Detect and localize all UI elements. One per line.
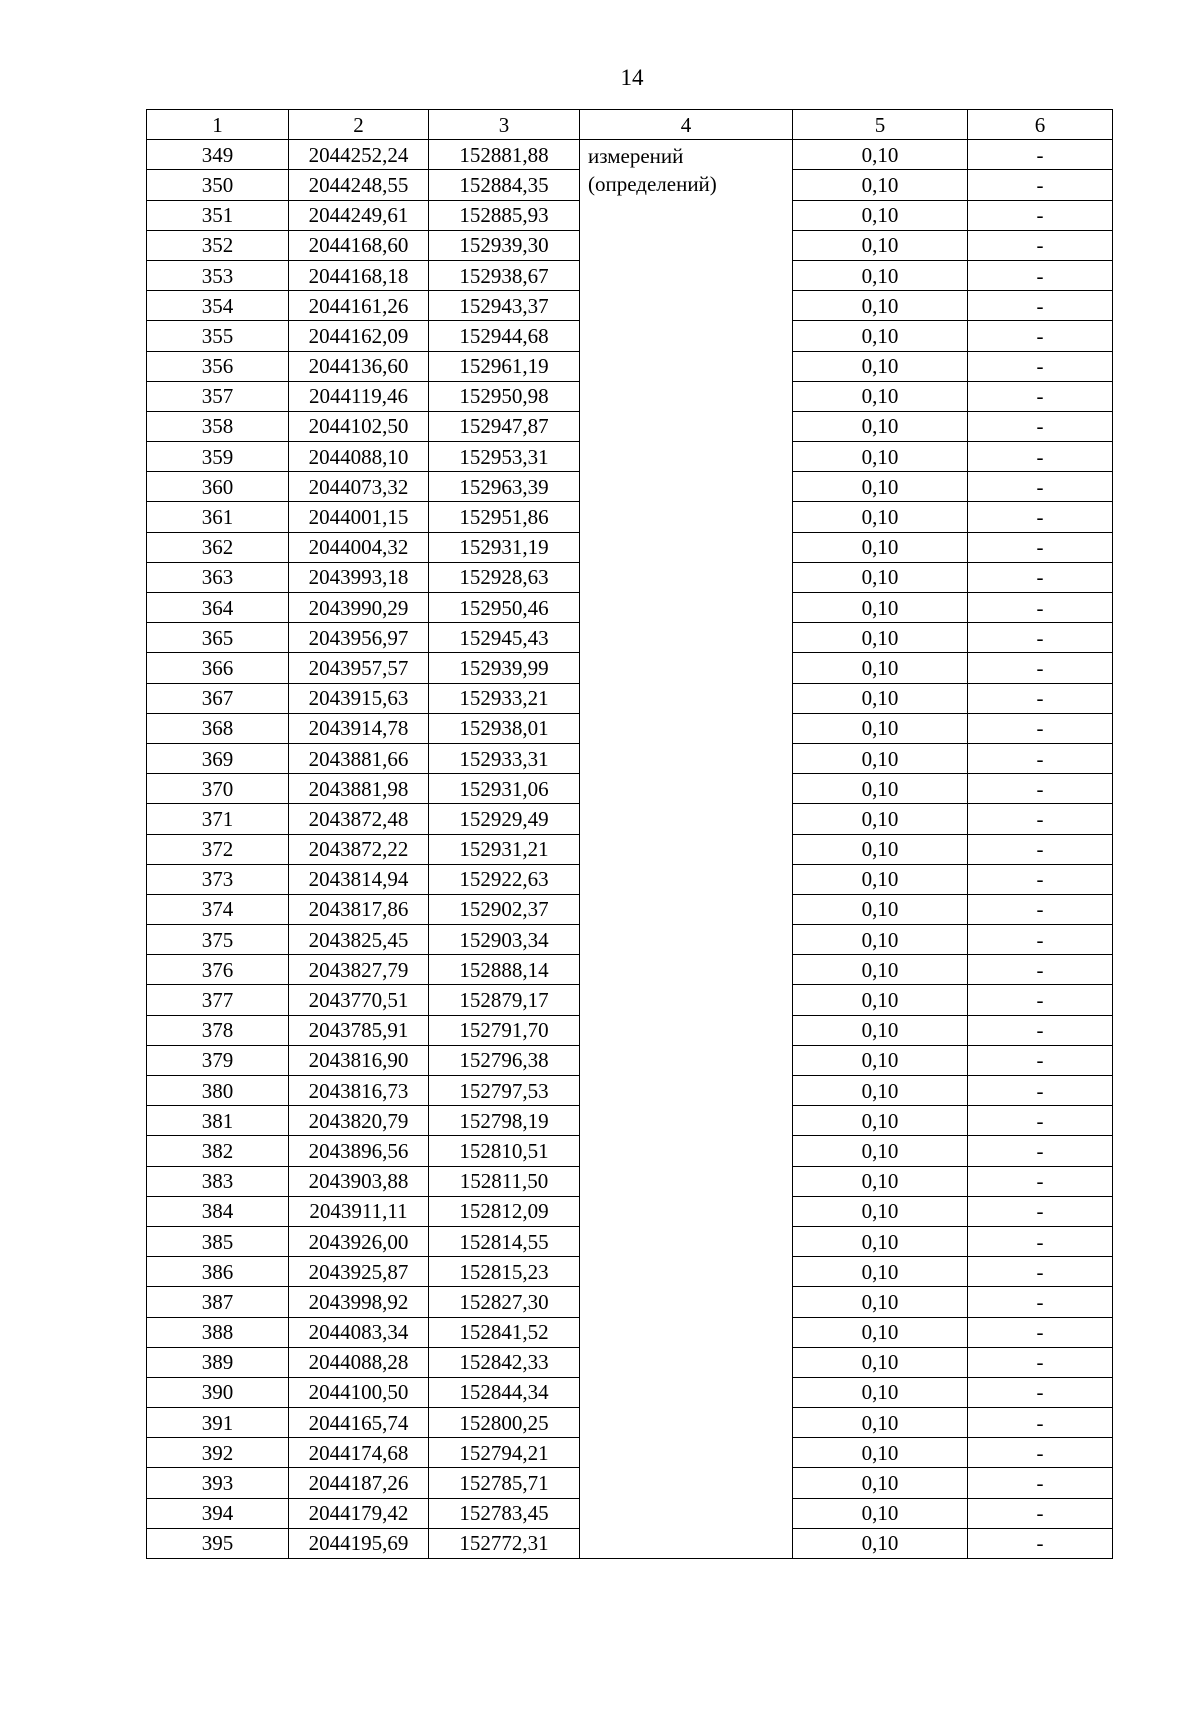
x-coordinate-cell: 2043881,98 <box>289 774 429 804</box>
table-body <box>147 140 1113 1559</box>
y-coordinate-cell: 152796,38 <box>429 1045 580 1075</box>
point-number-cell: 366 <box>147 653 289 683</box>
x-coordinate-cell: 2044168,18 <box>289 260 429 290</box>
note-cell: - <box>968 593 1113 623</box>
note-cell: - <box>968 985 1113 1015</box>
y-coordinate-cell: 152885,93 <box>429 200 580 230</box>
accuracy-cell: 0,10 <box>793 321 968 351</box>
y-coordinate-cell: 152963,39 <box>429 472 580 502</box>
x-coordinate-cell: 2044168,60 <box>289 230 429 260</box>
note-cell: - <box>968 683 1113 713</box>
accuracy-cell: 0,10 <box>793 1528 968 1558</box>
y-coordinate-cell: 152945,43 <box>429 623 580 653</box>
point-number-cell: 355 <box>147 321 289 351</box>
point-number-cell: 383 <box>147 1166 289 1196</box>
point-number-cell: 374 <box>147 894 289 924</box>
y-coordinate-cell: 152888,14 <box>429 955 580 985</box>
point-number-cell: 356 <box>147 351 289 381</box>
x-coordinate-cell: 2043956,97 <box>289 623 429 653</box>
note-cell: - <box>968 170 1113 200</box>
x-coordinate-cell: 2043903,88 <box>289 1166 429 1196</box>
accuracy-cell: 0,10 <box>793 1468 968 1498</box>
accuracy-cell: 0,10 <box>793 864 968 894</box>
x-coordinate-cell: 2043915,63 <box>289 683 429 713</box>
accuracy-cell: 0,10 <box>793 834 968 864</box>
note-cell: - <box>968 1076 1113 1106</box>
column-header: 4 <box>580 110 793 140</box>
note-cell: - <box>968 743 1113 773</box>
note-cell: - <box>968 291 1113 321</box>
point-number-cell: 357 <box>147 381 289 411</box>
note-cell: - <box>968 1106 1113 1136</box>
accuracy-cell: 0,10 <box>793 1076 968 1106</box>
point-number-cell: 392 <box>147 1438 289 1468</box>
accuracy-cell: 0,10 <box>793 1015 968 1045</box>
y-coordinate-cell: 152938,67 <box>429 260 580 290</box>
x-coordinate-cell: 2044187,26 <box>289 1468 429 1498</box>
note-cell: - <box>968 623 1113 653</box>
note-cell: - <box>968 804 1113 834</box>
y-coordinate-cell: 152933,21 <box>429 683 580 713</box>
y-coordinate-cell: 152827,30 <box>429 1287 580 1317</box>
accuracy-cell: 0,10 <box>793 291 968 321</box>
x-coordinate-cell: 2044088,10 <box>289 442 429 472</box>
y-coordinate-cell: 152944,68 <box>429 321 580 351</box>
y-coordinate-cell: 152841,52 <box>429 1317 580 1347</box>
accuracy-cell: 0,10 <box>793 200 968 230</box>
y-coordinate-cell: 152929,49 <box>429 804 580 834</box>
point-number-cell: 363 <box>147 562 289 592</box>
accuracy-cell: 0,10 <box>793 1226 968 1256</box>
y-coordinate-cell: 152811,50 <box>429 1166 580 1196</box>
point-number-cell: 391 <box>147 1408 289 1438</box>
y-coordinate-cell: 152814,55 <box>429 1226 580 1256</box>
accuracy-cell: 0,10 <box>793 925 968 955</box>
table-row <box>147 140 1113 170</box>
x-coordinate-cell: 2044179,42 <box>289 1498 429 1528</box>
x-coordinate-cell: 2044136,60 <box>289 351 429 381</box>
x-coordinate-cell: 2044161,26 <box>289 291 429 321</box>
x-coordinate-cell: 2044249,61 <box>289 200 429 230</box>
x-coordinate-cell: 2044162,09 <box>289 321 429 351</box>
accuracy-cell: 0,10 <box>793 1196 968 1226</box>
note-cell: - <box>968 472 1113 502</box>
y-coordinate-cell: 152785,71 <box>429 1468 580 1498</box>
y-coordinate-cell: 152939,30 <box>429 230 580 260</box>
point-number-cell: 387 <box>147 1287 289 1317</box>
point-number-cell: 361 <box>147 502 289 532</box>
point-number-cell: 349 <box>147 140 289 170</box>
y-coordinate-cell: 152951,86 <box>429 502 580 532</box>
y-coordinate-cell: 152812,09 <box>429 1196 580 1226</box>
column-header: 6 <box>968 110 1113 140</box>
point-number-cell: 375 <box>147 925 289 955</box>
note-cell: - <box>968 1045 1113 1075</box>
x-coordinate-cell: 2043817,86 <box>289 894 429 924</box>
x-coordinate-cell: 2043816,73 <box>289 1076 429 1106</box>
accuracy-cell: 0,10 <box>793 260 968 290</box>
accuracy-cell: 0,10 <box>793 562 968 592</box>
y-coordinate-cell: 152933,31 <box>429 743 580 773</box>
x-coordinate-cell: 2044088,28 <box>289 1347 429 1377</box>
note-cell: - <box>968 1257 1113 1287</box>
point-number-cell: 395 <box>147 1528 289 1558</box>
accuracy-cell: 0,10 <box>793 140 968 170</box>
point-number-cell: 379 <box>147 1045 289 1075</box>
note-cell: - <box>968 774 1113 804</box>
point-number-cell: 385 <box>147 1226 289 1256</box>
note-cell: - <box>968 834 1113 864</box>
point-number-cell: 389 <box>147 1347 289 1377</box>
x-coordinate-cell: 2044165,74 <box>289 1408 429 1438</box>
column-header: 3 <box>429 110 580 140</box>
note-cell: - <box>968 351 1113 381</box>
accuracy-cell: 0,10 <box>793 502 968 532</box>
point-number-cell: 351 <box>147 200 289 230</box>
y-coordinate-cell: 152953,31 <box>429 442 580 472</box>
y-coordinate-cell: 152844,34 <box>429 1377 580 1407</box>
note-cell: - <box>968 140 1113 170</box>
method-description-cell <box>580 140 793 1559</box>
note-cell: - <box>968 1408 1113 1438</box>
point-number-cell: 350 <box>147 170 289 200</box>
x-coordinate-cell: 2044073,32 <box>289 472 429 502</box>
y-coordinate-cell: 152931,21 <box>429 834 580 864</box>
accuracy-cell: 0,10 <box>793 623 968 653</box>
accuracy-cell: 0,10 <box>793 230 968 260</box>
note-cell: - <box>968 200 1113 230</box>
point-number-cell: 382 <box>147 1136 289 1166</box>
y-coordinate-cell: 152928,63 <box>429 562 580 592</box>
point-number-cell: 367 <box>147 683 289 713</box>
x-coordinate-cell: 2044174,68 <box>289 1438 429 1468</box>
note-cell: - <box>968 1136 1113 1166</box>
table-header-row <box>147 110 1113 140</box>
x-coordinate-cell: 2043872,48 <box>289 804 429 834</box>
x-coordinate-cell: 2043957,57 <box>289 653 429 683</box>
x-coordinate-cell: 2043881,66 <box>289 743 429 773</box>
x-coordinate-cell: 2043872,22 <box>289 834 429 864</box>
accuracy-cell: 0,10 <box>793 653 968 683</box>
method-description-line: (определений) <box>588 172 717 197</box>
note-cell: - <box>968 321 1113 351</box>
x-coordinate-cell: 2043911,11 <box>289 1196 429 1226</box>
note-cell: - <box>968 1317 1113 1347</box>
accuracy-cell: 0,10 <box>793 532 968 562</box>
point-number-cell: 388 <box>147 1317 289 1347</box>
point-number-cell: 376 <box>147 955 289 985</box>
note-cell: - <box>968 562 1113 592</box>
point-number-cell: 364 <box>147 593 289 623</box>
x-coordinate-cell: 2043914,78 <box>289 713 429 743</box>
note-cell: - <box>968 1498 1113 1528</box>
accuracy-cell: 0,10 <box>793 1257 968 1287</box>
y-coordinate-cell: 152772,31 <box>429 1528 580 1558</box>
accuracy-cell: 0,10 <box>793 1287 968 1317</box>
y-coordinate-cell: 152939,99 <box>429 653 580 683</box>
accuracy-cell: 0,10 <box>793 593 968 623</box>
x-coordinate-cell: 2044252,24 <box>289 140 429 170</box>
note-cell: - <box>968 1287 1113 1317</box>
x-coordinate-cell: 2043896,56 <box>289 1136 429 1166</box>
accuracy-cell: 0,10 <box>793 472 968 502</box>
x-coordinate-cell: 2044119,46 <box>289 381 429 411</box>
accuracy-cell: 0,10 <box>793 1045 968 1075</box>
accuracy-cell: 0,10 <box>793 1166 968 1196</box>
y-coordinate-cell: 152794,21 <box>429 1438 580 1468</box>
y-coordinate-cell: 152798,19 <box>429 1106 580 1136</box>
point-number-cell: 390 <box>147 1377 289 1407</box>
point-number-cell: 358 <box>147 411 289 441</box>
y-coordinate-cell: 152943,37 <box>429 291 580 321</box>
y-coordinate-cell: 152961,19 <box>429 351 580 381</box>
x-coordinate-cell: 2044083,34 <box>289 1317 429 1347</box>
y-coordinate-cell: 152950,98 <box>429 381 580 411</box>
x-coordinate-cell: 2044100,50 <box>289 1377 429 1407</box>
x-coordinate-cell: 2043785,91 <box>289 1015 429 1045</box>
y-coordinate-cell: 152797,53 <box>429 1076 580 1106</box>
page-number: 14 <box>620 65 644 90</box>
note-cell: - <box>968 230 1113 260</box>
accuracy-cell: 0,10 <box>793 170 968 200</box>
x-coordinate-cell: 2043825,45 <box>289 925 429 955</box>
point-number-cell: 380 <box>147 1076 289 1106</box>
column-header: 1 <box>147 110 289 140</box>
note-cell: - <box>968 1347 1113 1377</box>
y-coordinate-cell: 152881,88 <box>429 140 580 170</box>
point-number-cell: 368 <box>147 713 289 743</box>
y-coordinate-cell: 152903,34 <box>429 925 580 955</box>
y-coordinate-cell: 152783,45 <box>429 1498 580 1528</box>
point-number-cell: 362 <box>147 532 289 562</box>
accuracy-cell: 0,10 <box>793 1106 968 1136</box>
accuracy-cell: 0,10 <box>793 774 968 804</box>
note-cell: - <box>968 955 1113 985</box>
y-coordinate-cell: 152902,37 <box>429 894 580 924</box>
note-cell: - <box>968 260 1113 290</box>
point-number-cell: 384 <box>147 1196 289 1226</box>
note-cell: - <box>968 894 1113 924</box>
note-cell: - <box>968 864 1113 894</box>
point-number-cell: 371 <box>147 804 289 834</box>
point-number-cell: 360 <box>147 472 289 502</box>
point-number-cell: 386 <box>147 1257 289 1287</box>
accuracy-cell: 0,10 <box>793 1408 968 1438</box>
y-coordinate-cell: 152922,63 <box>429 864 580 894</box>
note-cell: - <box>968 442 1113 472</box>
accuracy-cell: 0,10 <box>793 743 968 773</box>
accuracy-cell: 0,10 <box>793 1438 968 1468</box>
accuracy-cell: 0,10 <box>793 713 968 743</box>
x-coordinate-cell: 2044248,55 <box>289 170 429 200</box>
x-coordinate-cell: 2043998,92 <box>289 1287 429 1317</box>
point-number-cell: 377 <box>147 985 289 1015</box>
note-cell: - <box>968 1226 1113 1256</box>
accuracy-cell: 0,10 <box>793 894 968 924</box>
x-coordinate-cell: 2043814,94 <box>289 864 429 894</box>
note-cell: - <box>968 532 1113 562</box>
x-coordinate-cell: 2043820,79 <box>289 1106 429 1136</box>
accuracy-cell: 0,10 <box>793 381 968 411</box>
method-description-line: измерений <box>588 144 684 169</box>
x-coordinate-cell: 2044004,32 <box>289 532 429 562</box>
point-number-cell: 393 <box>147 1468 289 1498</box>
note-cell: - <box>968 653 1113 683</box>
note-cell: - <box>968 925 1113 955</box>
accuracy-cell: 0,10 <box>793 804 968 834</box>
note-cell: - <box>968 1528 1113 1558</box>
point-number-cell: 394 <box>147 1498 289 1528</box>
accuracy-cell: 0,10 <box>793 411 968 441</box>
point-number-cell: 381 <box>147 1106 289 1136</box>
accuracy-cell: 0,10 <box>793 442 968 472</box>
accuracy-cell: 0,10 <box>793 1347 968 1377</box>
point-number-cell: 370 <box>147 774 289 804</box>
y-coordinate-cell: 152815,23 <box>429 1257 580 1287</box>
accuracy-cell: 0,10 <box>793 1498 968 1528</box>
x-coordinate-cell: 2043990,29 <box>289 593 429 623</box>
note-cell: - <box>968 502 1113 532</box>
point-number-cell: 378 <box>147 1015 289 1045</box>
x-coordinate-cell: 2044001,15 <box>289 502 429 532</box>
point-number-cell: 354 <box>147 291 289 321</box>
point-number-cell: 353 <box>147 260 289 290</box>
y-coordinate-cell: 152884,35 <box>429 170 580 200</box>
note-cell: - <box>968 1166 1113 1196</box>
x-coordinate-cell: 2044102,50 <box>289 411 429 441</box>
note-cell: - <box>968 1015 1113 1045</box>
point-number-cell: 365 <box>147 623 289 653</box>
accuracy-cell: 0,10 <box>793 985 968 1015</box>
x-coordinate-cell: 2043925,87 <box>289 1257 429 1287</box>
coordinates-table <box>146 109 1113 1559</box>
point-number-cell: 373 <box>147 864 289 894</box>
accuracy-cell: 0,10 <box>793 1317 968 1347</box>
note-cell: - <box>968 713 1113 743</box>
point-number-cell: 352 <box>147 230 289 260</box>
note-cell: - <box>968 1438 1113 1468</box>
column-header: 2 <box>289 110 429 140</box>
y-coordinate-cell: 152800,25 <box>429 1408 580 1438</box>
y-coordinate-cell: 152931,19 <box>429 532 580 562</box>
x-coordinate-cell: 2043827,79 <box>289 955 429 985</box>
note-cell: - <box>968 1377 1113 1407</box>
y-coordinate-cell: 152950,46 <box>429 593 580 623</box>
accuracy-cell: 0,10 <box>793 683 968 713</box>
point-number-cell: 359 <box>147 442 289 472</box>
point-number-cell: 369 <box>147 743 289 773</box>
y-coordinate-cell: 152842,33 <box>429 1347 580 1377</box>
x-coordinate-cell: 2043926,00 <box>289 1226 429 1256</box>
y-coordinate-cell: 152791,70 <box>429 1015 580 1045</box>
note-cell: - <box>968 411 1113 441</box>
accuracy-cell: 0,10 <box>793 351 968 381</box>
y-coordinate-cell: 152879,17 <box>429 985 580 1015</box>
y-coordinate-cell: 152810,51 <box>429 1136 580 1166</box>
note-cell: - <box>968 1196 1113 1226</box>
x-coordinate-cell: 2043816,90 <box>289 1045 429 1075</box>
point-number-cell: 372 <box>147 834 289 864</box>
note-cell: - <box>968 381 1113 411</box>
y-coordinate-cell: 152931,06 <box>429 774 580 804</box>
y-coordinate-cell: 152947,87 <box>429 411 580 441</box>
x-coordinate-cell: 2044195,69 <box>289 1528 429 1558</box>
accuracy-cell: 0,10 <box>793 955 968 985</box>
x-coordinate-cell: 2043770,51 <box>289 985 429 1015</box>
column-header: 5 <box>793 110 968 140</box>
accuracy-cell: 0,10 <box>793 1136 968 1166</box>
accuracy-cell: 0,10 <box>793 1377 968 1407</box>
y-coordinate-cell: 152938,01 <box>429 713 580 743</box>
x-coordinate-cell: 2043993,18 <box>289 562 429 592</box>
note-cell: - <box>968 1468 1113 1498</box>
